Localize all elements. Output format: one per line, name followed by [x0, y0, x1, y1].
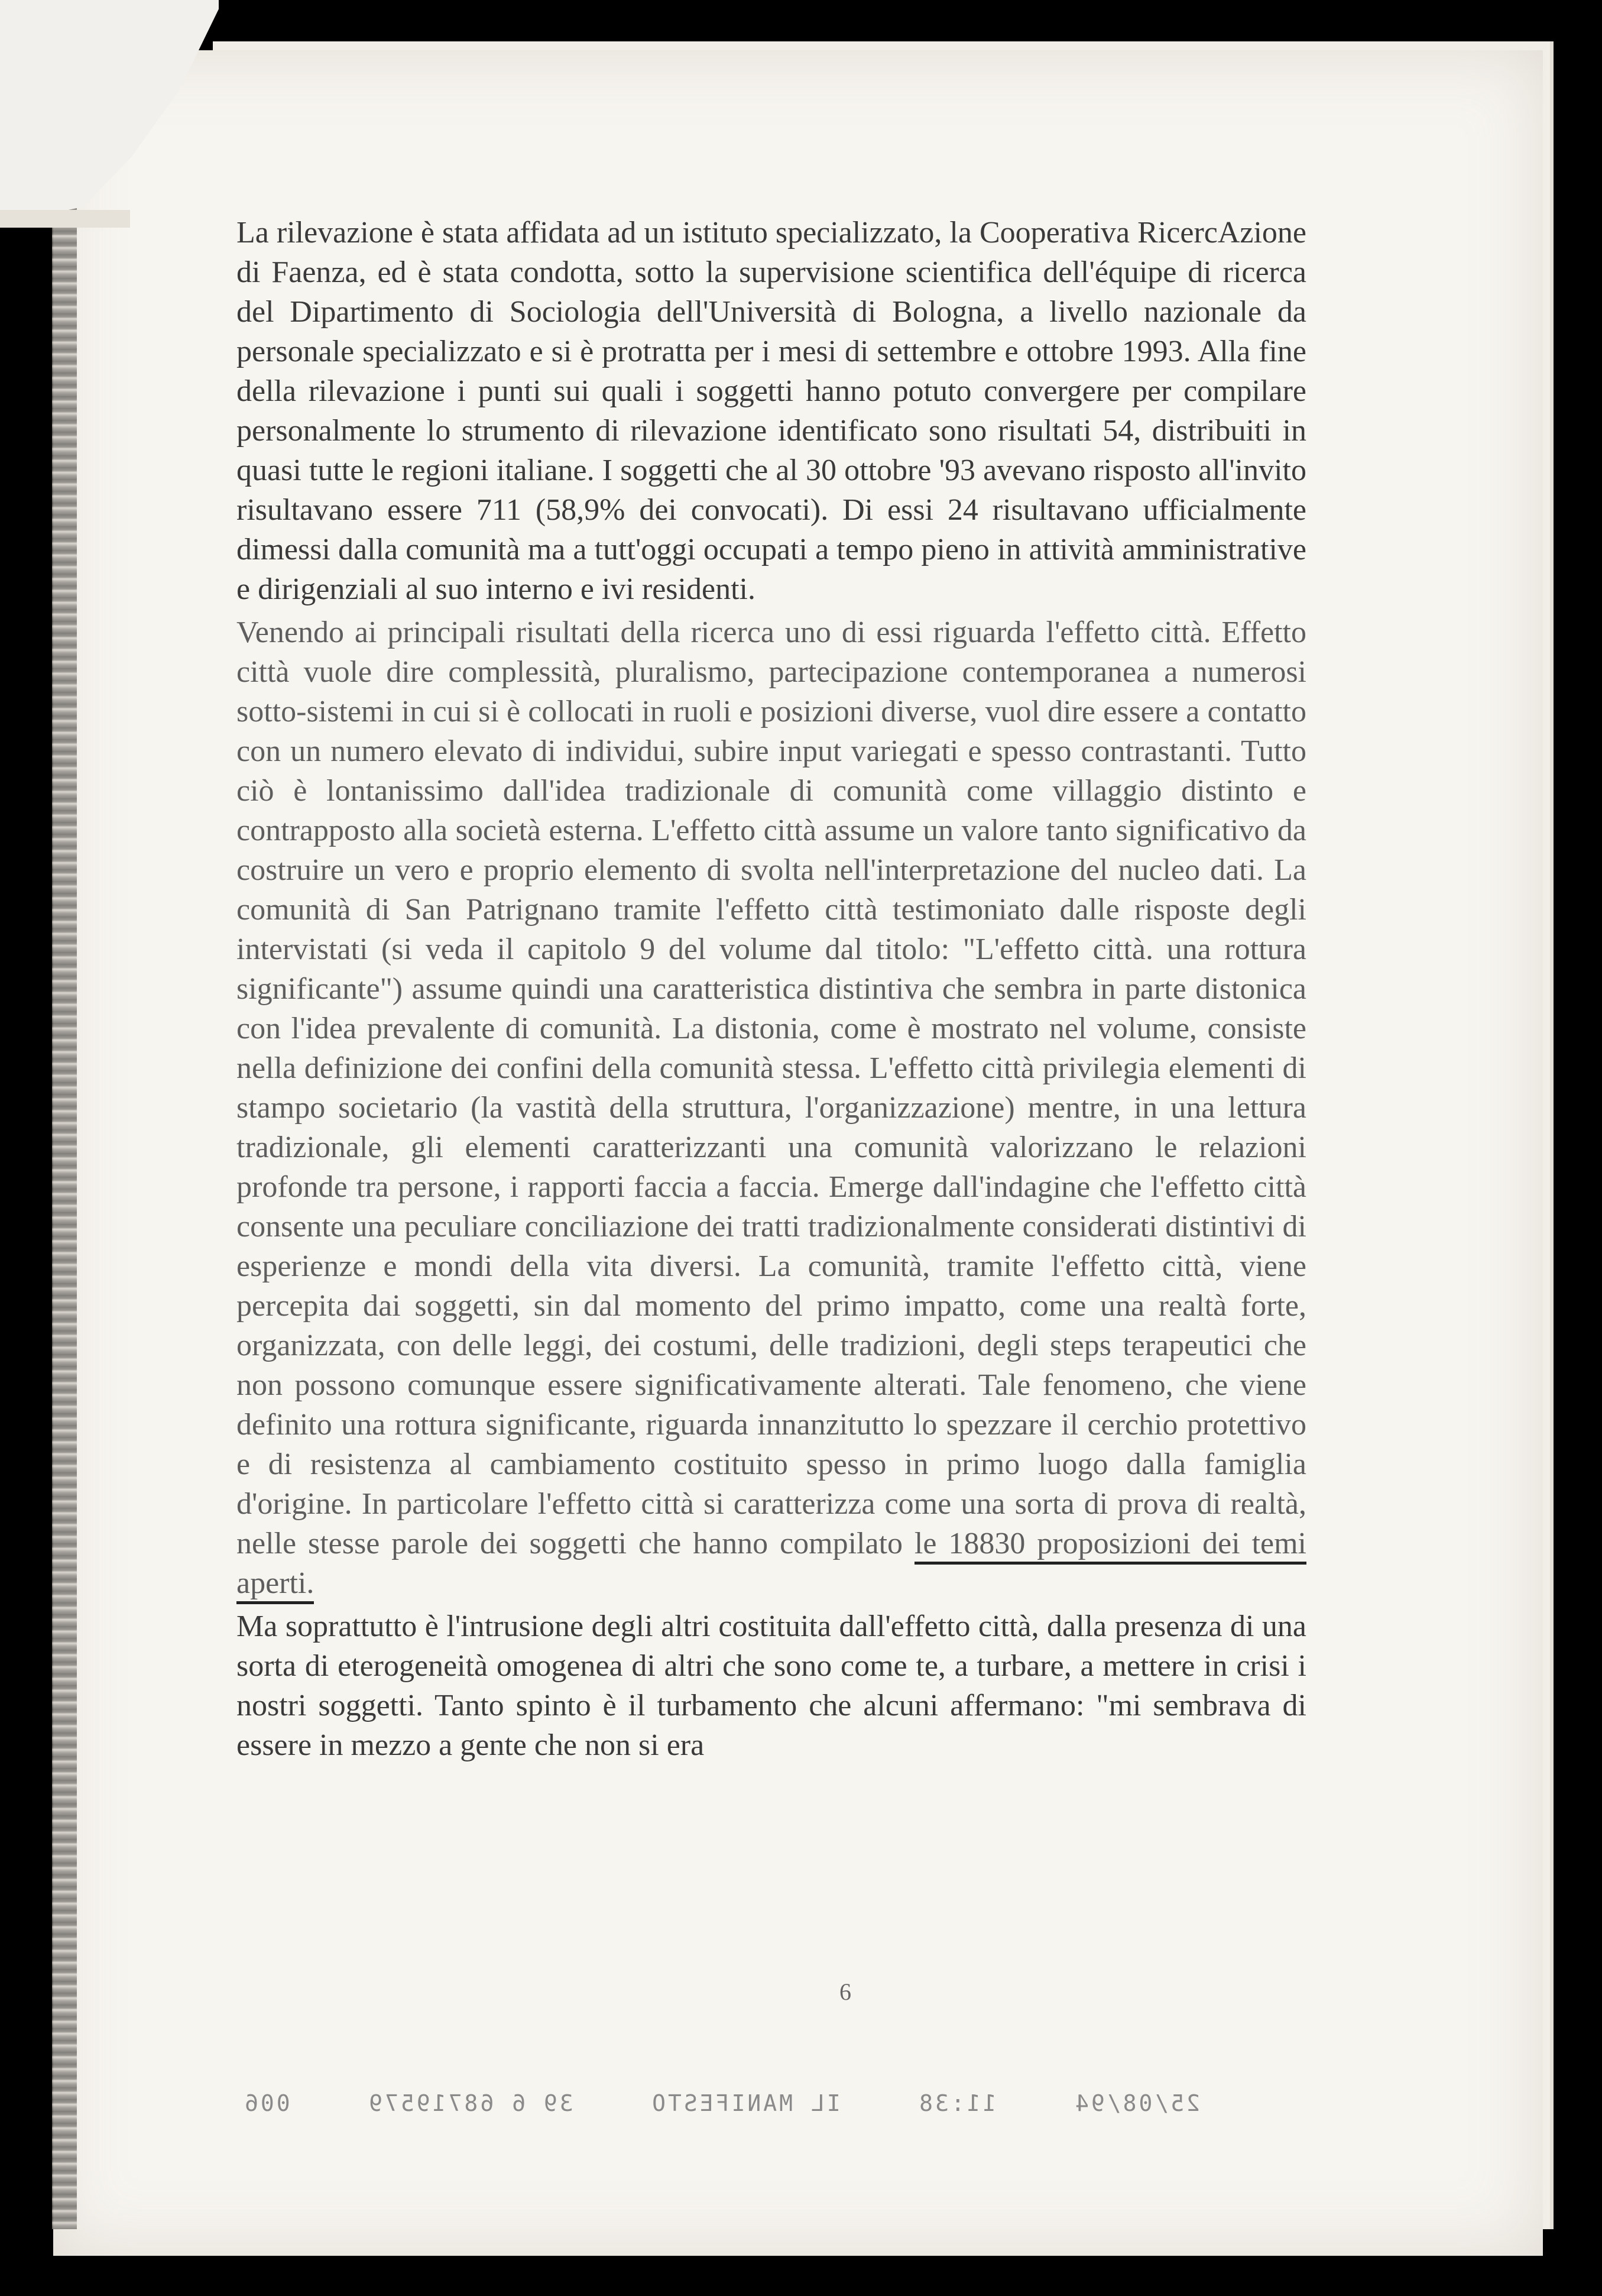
folded-corner-edge [0, 210, 130, 228]
underlined-phrase: le 18830 proposizioni dei temi aperti. [236, 1527, 1306, 1604]
fax-date: 25/08/94 [1072, 2090, 1200, 2116]
fax-time: 11:38 [917, 2090, 997, 2116]
fax-page: 006 [242, 2090, 290, 2116]
paragraph: La rilevazione è stata affidata ad un istituto specializzato, la Cooperativa RicercAzione di Faenza, ed è stata condotta, sotto la supervisione scientifica dell'équipe di ricerca del Dipartimento di Sociologia dell'Università di Bologna, a livello nazionale da personale specializzato e si è protratta per i mesi di settembre e ottobre 1993. Alla fine della rilevazione i punti sui quali i soggetti hanno potuto convergere per compilare personalmente lo strumento di rilevazione identificato sono risultati 54, distribuiti in quasi tutte le regioni italiane. I soggetti che al 30 ottobre '93 avevano risposto all'invito risultavano essere 711 (58,9% dei convocati). Di essi 24 risultavano ufficialmente dimessi dalla comunità ma a tutt'oggi occupati a tempo pieno in attività amministrative e dirigenziali al suo interno e ivi residenti. [236, 216, 1306, 606]
paragraph-text: Venendo ai principali risultati della ricerca uno di essi riguarda l'effetto città. Effetto città vuole dire complessità, pluralismo, partecipazione contemporanea a numerosi sotto-sistemi in cui si è collocati in ruoli e posizioni diverse, vuol dire essere a contatto con un numero elevato di individui, subire input variegati e spesso contrastanti. Tutto ciò è lontanissimo dall'idea tradizionale di comunità come villaggio distinto e contrapposto alla società esterna. L'effetto città assume un valore tanto significativo da costruire un vero e proprio elemento di svolta nell'interpretazione del nucleo dati. La comunità di San Patrignano tramite l'effetto città testimoniato dalle risposte degli intervistati (si veda il capitolo 9 del volume dal titolo: "L'effetto città. una rottura significante") assume quindi una caratteristica distintiva che sembra in parte distonica con l'idea prevalente di comunità. La distonia, come è mostrato nel volume, consiste nella definizione dei confini della comunità stessa. L'effetto città privilegia elementi di stampo societario (la vastità della struttura, l'organizzazione) mentre, in una lettura tradizionale, gli elementi caratterizzanti una comunità valorizzano le relazioni profonde tra persone, i rapporti faccia a faccia. Emerge dall'indagine che l'effetto città consente una peculiare conciliazione dei tratti tradizionalmente considerati distintivi di esperienze e mondi della vita diversi. La comunità, tramite l'effetto città, viene percepita dai soggetti, sin dal momento del primo impatto, come una realtà forte, organizzata, con delle leggi, dei costumi, delle tradizioni, degli steps terapeutici che non possono comunque essere significativamente alterati. Tale fenomeno, che viene definito una rottura significante, riguarda innanzitutto lo spezzare il cerchio protettivo e di resistenza al cambiamento costituito spesso in primo luogo dalla famiglia d'origine. In particolare l'effetto città si caratterizza come una sorta di prova di realtà, nelle stesse parole dei soggetti che hanno compilato [236, 616, 1306, 1560]
page-number: 6 [839, 1978, 851, 2005]
binding-strip [52, 195, 77, 2229]
body-text [236, 213, 1306, 1765]
fax-header-mirrored [242, 2090, 1200, 2116]
fax-sender: IL MANIFESTO [650, 2090, 841, 2116]
paragraph: Ma soprattutto è l'intrusione degli altri costituita dall'effetto città, dalla presenza di una sorta di eterogeneità omogenea di altri che sono come te, a turbare, a mettere in crisi i nostri soggetti. Tanto spinto è il turbamento che alcuni affermano: "mi sembrava di essere in mezzo a gente che non si era [236, 1610, 1306, 1762]
fax-number: 39 6 68719579 [367, 2090, 573, 2116]
paragraph [236, 613, 1306, 1603]
